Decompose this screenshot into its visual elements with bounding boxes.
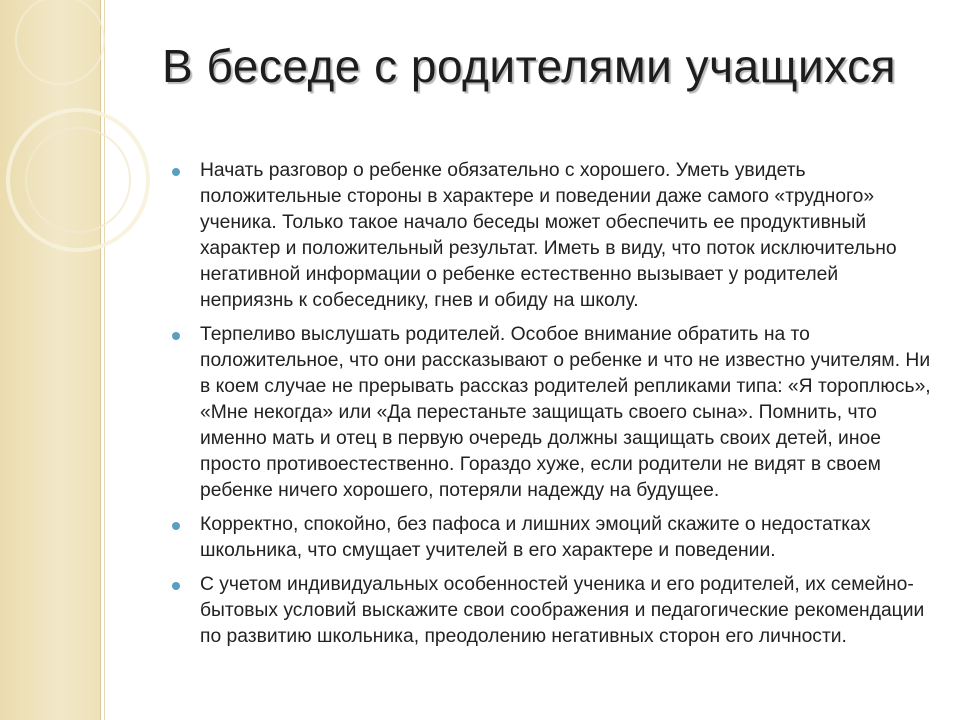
bullet-item <box>172 512 932 564</box>
slide-title: В беседе с родителями учащихся <box>162 40 897 92</box>
bullet-item <box>172 322 932 504</box>
round-bullet-icon <box>172 168 180 176</box>
bullet-text: Корректно, спокойно, без пафоса и лишних эмоций скажите о недостатках школьника, что смущает учителей в его характере и поведении. <box>200 514 871 561</box>
round-bullet-icon <box>172 582 180 590</box>
round-bullet-icon <box>172 522 180 530</box>
bullet-text: Терпеливо выслушать родителей. Особое внимание обратить на то положительное, что они рассказывают о ребенке и что не известно учителям. Ни в коем случае не прерывать рассказ родителей репликами типа: «Я тороплюсь», «Мне некогда» или «Да перестаньте защищать своего сына». Помнить, что именно мать и отец в первую очередь должны защищать своих детей, иное просто противоестественно. Гораздо хуже, если родители не видят в своем ребенке ничего хорошего, потеряли надежду на будущее. <box>200 324 931 501</box>
bullet-text: Начать разговор о ребенке обязательно с хорошего. Уметь увидеть положительные стороны в характере и поведении даже самого «трудного» ученика. Только такое начало беседы может обеспечить ее продуктивный характер и положительный результат. Иметь в виду, что поток исключительно негативной информации о ребенке естественно вызывает у родителей неприязнь к собеседнику, гнев и обиду на школу. <box>200 160 897 311</box>
bullet-text: С учетом индивидуальных особенностей ученика и его родителей, их семейно-бытовых условий выскажите свои соображения и педагогические рекомендации по развитию школьника, преодолению негативных сторон его личности. <box>200 574 925 647</box>
bullet-list <box>172 158 932 658</box>
round-bullet-icon <box>172 332 180 340</box>
bullet-item <box>172 572 932 650</box>
decorative-circles-icon <box>0 0 160 320</box>
bullet-item <box>172 158 932 314</box>
